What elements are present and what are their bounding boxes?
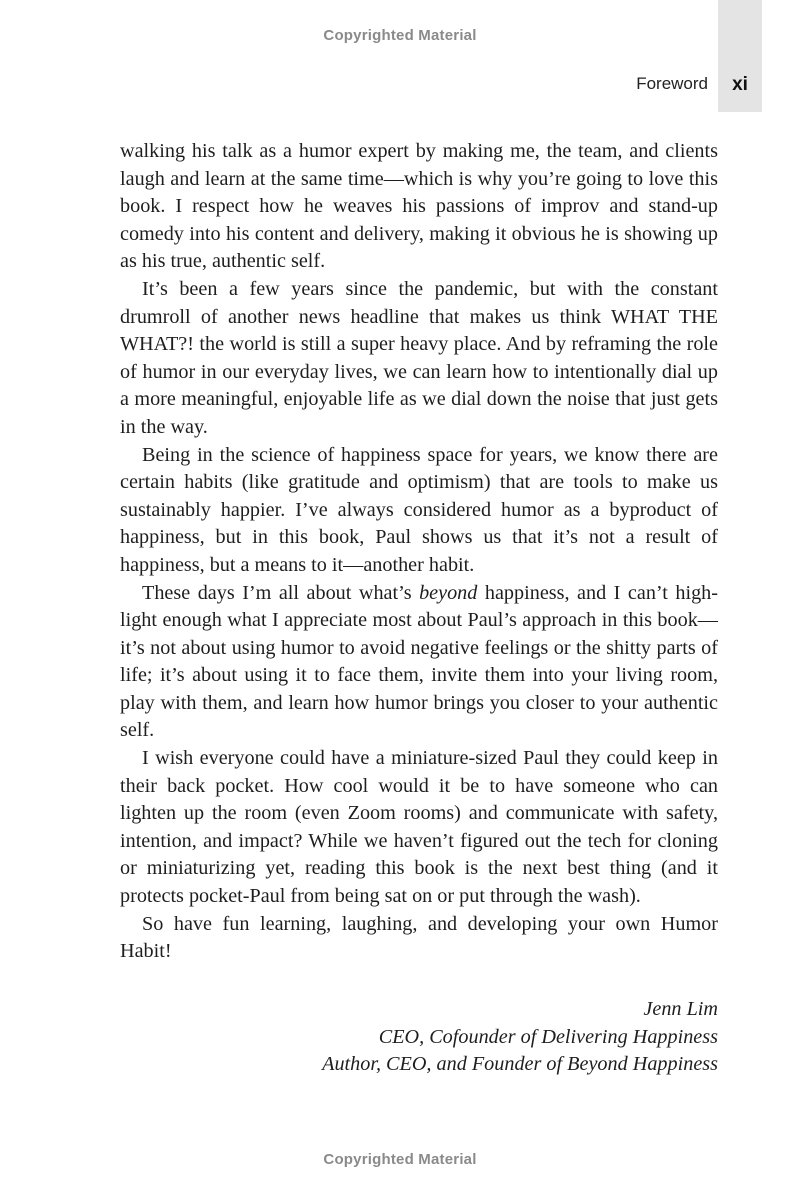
copyright-watermark-bottom: Copyrighted Material [323,1151,477,1168]
paragraph-4 [120,580,718,746]
paragraph-3: Being in the science of happiness space for years, we know there are certain habits (like gratitude and optimism) that are tools to make us sustainably happier. I’ve always considered humor as a byproduct of happiness, but in this book, Paul shows us that it’s not a result of happiness, but a means to it—another habit. [120,443,718,576]
paragraph-4-end: happiness, and I can’t highlight enough what I appreciate most about Paul’s approach in this book—it’s not about using humor to avoid negative feelings or the shitty parts of life; it’s about using it to face them, invite them into your living room, play with them, and learn how humor brings you closer to your authentic self. [120,581,718,742]
paragraph-5: I wish everyone could have a miniature-sized Paul they could keep in their back pocket. How cool would it be to have someone who can lighten up the room (even Zoom rooms) and communicate with safety, intention, and impact? While we haven’t figured out the tech for cloning or miniaturizing yet, reading this book is the next best thing (and it protects pocket-Paul from being sat on or put through the wash). [120,747,718,908]
paragraph-4-start: These days I’m all about what’s [142,581,420,604]
signature-block [322,996,718,1079]
paragraph-1: walking his talk as a humor expert by making me, the team, and clients laugh and learn at the same time—which is why you’re going to love this book. I respect how he weaves his passions of improv and stand-up comedy into his content and delivery, making it obvious he is showing up as his true, authentic self. [120,140,718,273]
signature-name: Jenn Lim [643,998,718,1020]
copyright-watermark-top: Copyrighted Material [323,27,477,44]
body-text [120,138,718,966]
running-head: Foreword [636,74,708,93]
paragraph-2: It’s been a few years since the pandemic, but with the constant drumroll of another news headline that makes us think WHAT THE WHAT?! the world is still a super heavy place. And by reframing the role of humor in our everyday lives, we can learn how to intentionally dial up a more meaningful, enjoyable life as we dial down the noise that just gets in the way. [120,277,718,438]
paragraph-6: So have fun learning, laughing, and developing your own Humor Habit! [120,912,718,963]
signature-title-2: Author, CEO, and Founder of Beyond Happiness [322,1053,718,1076]
paragraph-4-emphasis: beyond [419,581,478,604]
page-number: xi [732,74,748,95]
signature-title-1: CEO, Cofounder of Delivering Happiness [378,1025,718,1048]
